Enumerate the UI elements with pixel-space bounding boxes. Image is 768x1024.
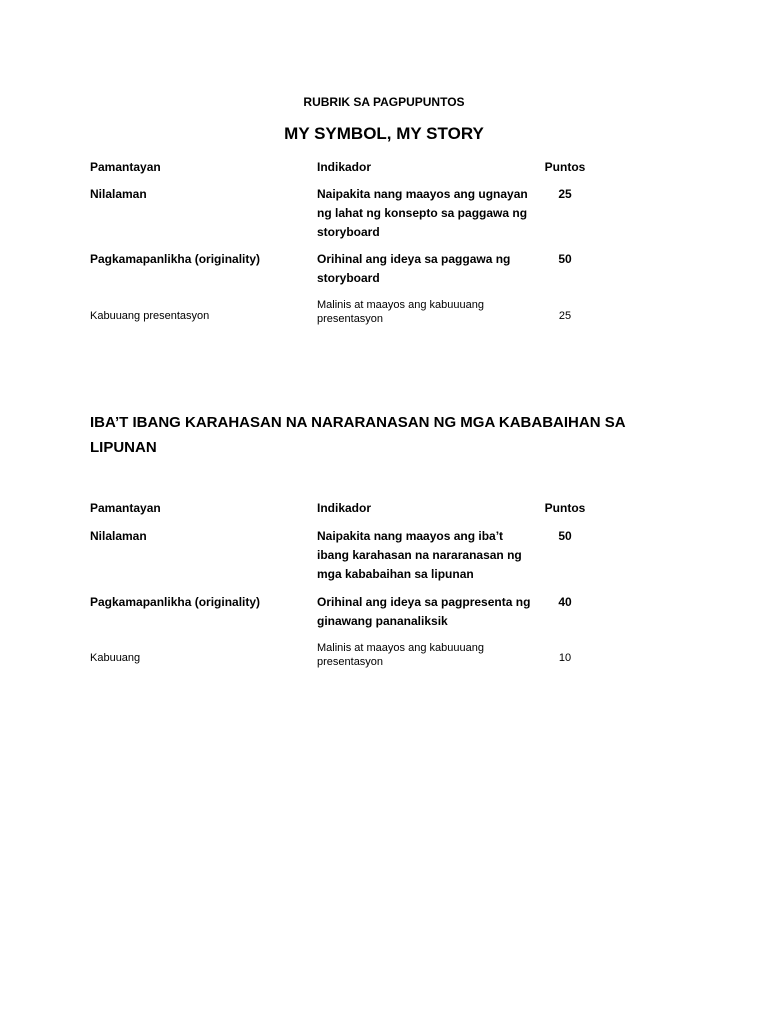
row-points: 10 bbox=[558, 652, 572, 664]
row-criteria: Nilalaman bbox=[90, 529, 147, 543]
section-title: IBA’T IBANG KARAHASAN NA NARARANASAN NG MGA KABABAIHAN SA LIPUNAN bbox=[90, 414, 625, 456]
row-points: 40 bbox=[558, 595, 572, 609]
row-points: 25 bbox=[558, 187, 572, 201]
header-indicator: Indikador bbox=[317, 501, 372, 515]
row-points: 25 bbox=[558, 310, 572, 322]
row-indicator: Orihinal ang ideya sa pagpresenta ng ginawang pananaliksik bbox=[317, 595, 531, 628]
header-criteria: Pamantayan bbox=[90, 160, 161, 174]
row-indicator: Malinis at maayos ang kabuuuang presentasyon bbox=[317, 642, 484, 668]
row-criteria: Kabuuang presentasyon bbox=[90, 310, 210, 322]
row-criteria: Pagkamapanlikha (originality) bbox=[90, 595, 261, 609]
rubric-subtitle: RUBRIK SA PAGPUPUNTOS bbox=[303, 95, 465, 109]
row-indicator: Malinis at maayos ang kabuuuang presentasyon bbox=[317, 299, 484, 325]
header-points: Puntos bbox=[544, 160, 586, 174]
rubric-title: MY SYMBOL, MY STORY bbox=[284, 124, 484, 143]
row-criteria: Nilalaman bbox=[90, 187, 147, 201]
header-criteria: Pamantayan bbox=[90, 501, 161, 515]
header-indicator: Indikador bbox=[317, 160, 372, 174]
row-indicator: Orihinal ang ideya sa paggawa ng storyboard bbox=[317, 252, 511, 285]
row-criteria: Pagkamapanlikha (originality) bbox=[90, 252, 261, 266]
row-points: 50 bbox=[558, 252, 572, 266]
row-points: 50 bbox=[558, 529, 572, 543]
row-indicator: Naipakita nang maayos ang iba’t ibang karahasan na nararanasan ng mga kababaihan sa lipunan bbox=[317, 529, 522, 581]
header-points: Puntos bbox=[544, 501, 586, 515]
row-indicator: Naipakita nang maayos ang ugnayan ng lahat ng konsepto sa paggawa ng storyboard bbox=[317, 187, 528, 239]
row-criteria: Kabuuang bbox=[90, 652, 141, 664]
